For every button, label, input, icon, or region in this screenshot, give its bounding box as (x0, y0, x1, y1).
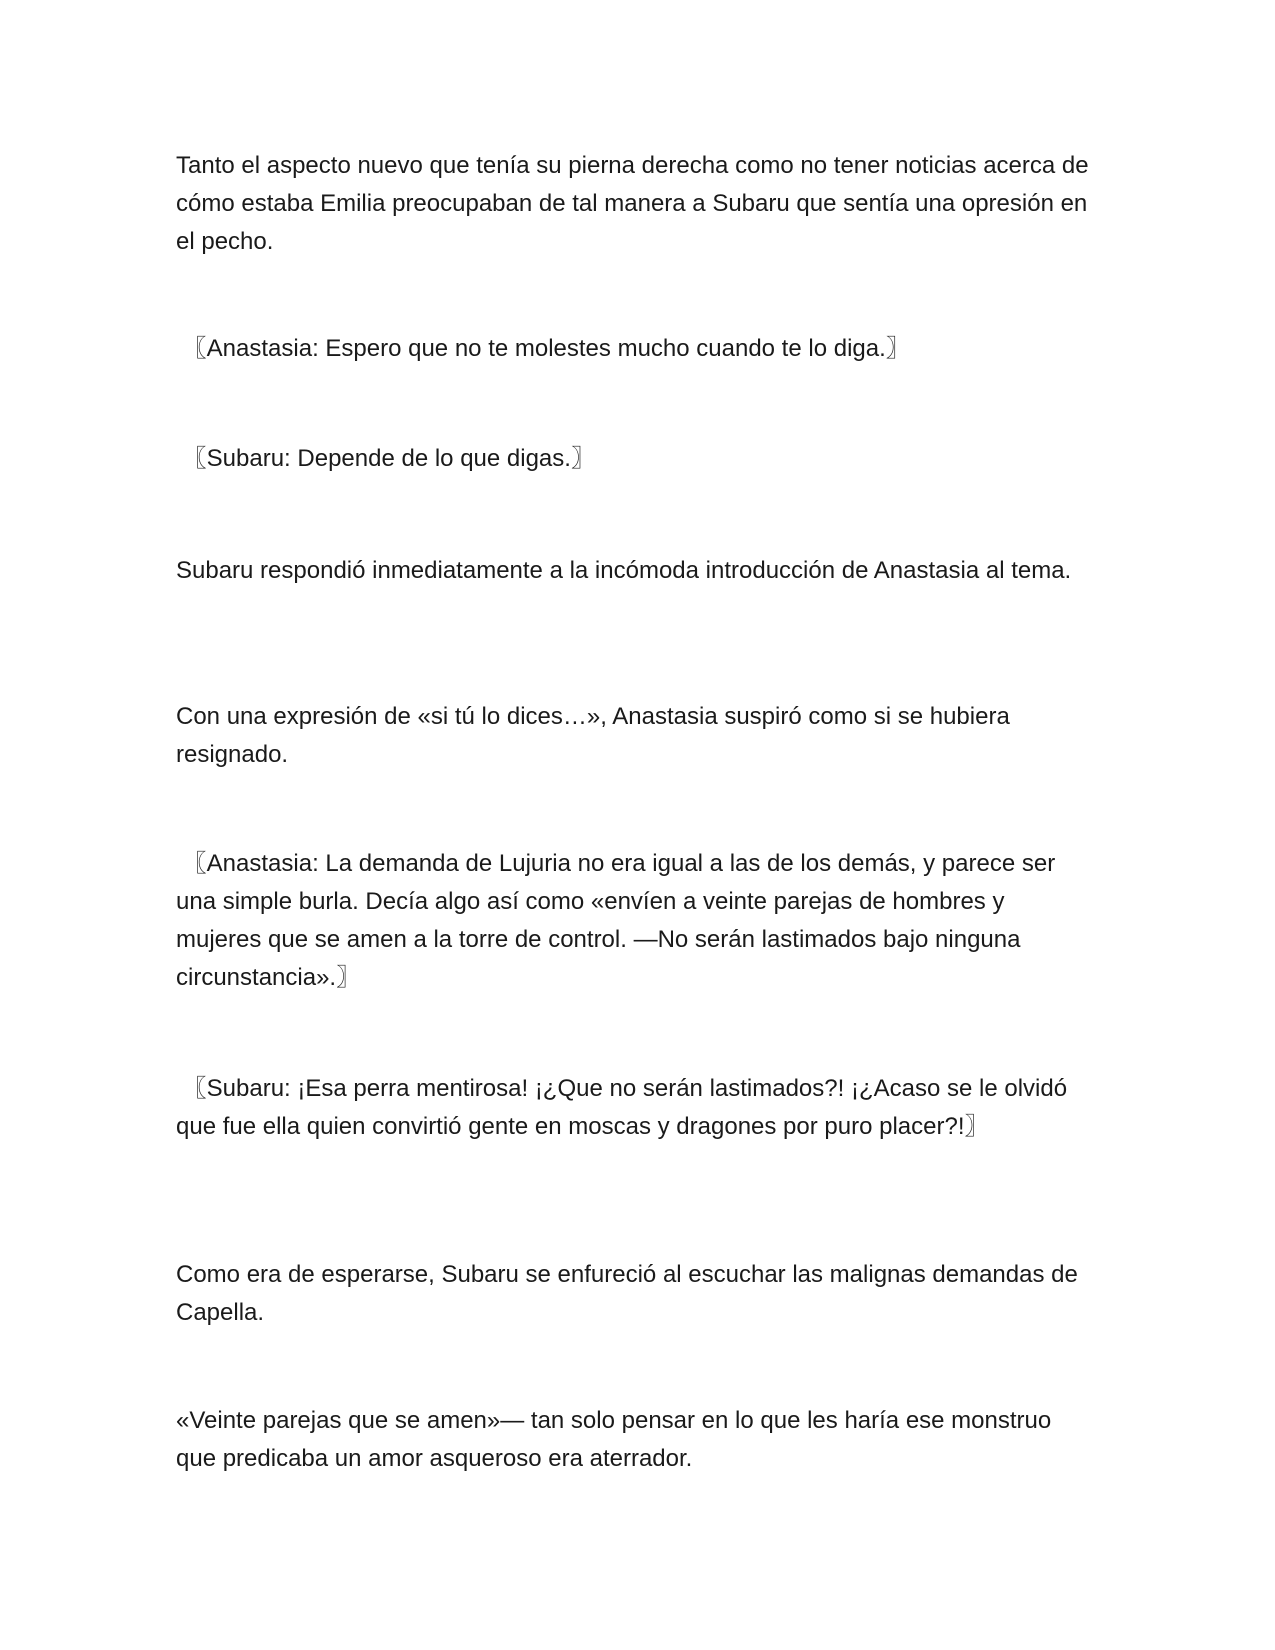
paragraph-1: Tanto el aspecto nuevo que tenía su pierna derecha como no tener noticias acerca de cómo estaba Emilia preocupaban de tal manera a Subaru que sentía una opresión en el pecho. (176, 152, 1096, 255)
paragraph-3: Con una expresión de «si tú lo dices…», Anastasia suspiró como si se hubiera resignado. (176, 703, 1017, 768)
paragraph-5: «Veinte parejas que se amen»— tan solo pensar en lo que les haría ese monstruo que predicaba un amor asqueroso era aterrador. (176, 1407, 1058, 1472)
paragraph-4: Como era de esperarse, Subaru se enfureció al escuchar las malignas demandas de Capella. (176, 1261, 1085, 1326)
dialogue-anastasia-1: 〖Anastasia: Espero que no te molestes mucho cuando te lo diga.〗 (176, 335, 910, 362)
dialogue-subaru-2: 〖Subaru: ¡Esa perra mentirosa! ¡¿Que no serán lastimados?! ¡¿Acaso se le olvidó que fue ella quien convirtió gente en moscas y dragones por puro placer?!〗 (176, 1075, 1074, 1140)
dialogue-anastasia-2: 〖Anastasia: La demanda de Lujuria no era igual a las de los demás, y parece ser una simple burla. Decía algo así como «envíen a veinte parejas de hombres y mujeres que se amen a la torre de control. —No serán lastimados bajo ninguna circunstancia».〗 (176, 850, 1062, 991)
dialogue-subaru-1: 〖Subaru: Depende de lo que digas.〗 (176, 445, 595, 472)
paragraph-2: Subaru respondió inmediatamente a la incómoda introducción de Anastasia al tema. (176, 557, 1072, 584)
